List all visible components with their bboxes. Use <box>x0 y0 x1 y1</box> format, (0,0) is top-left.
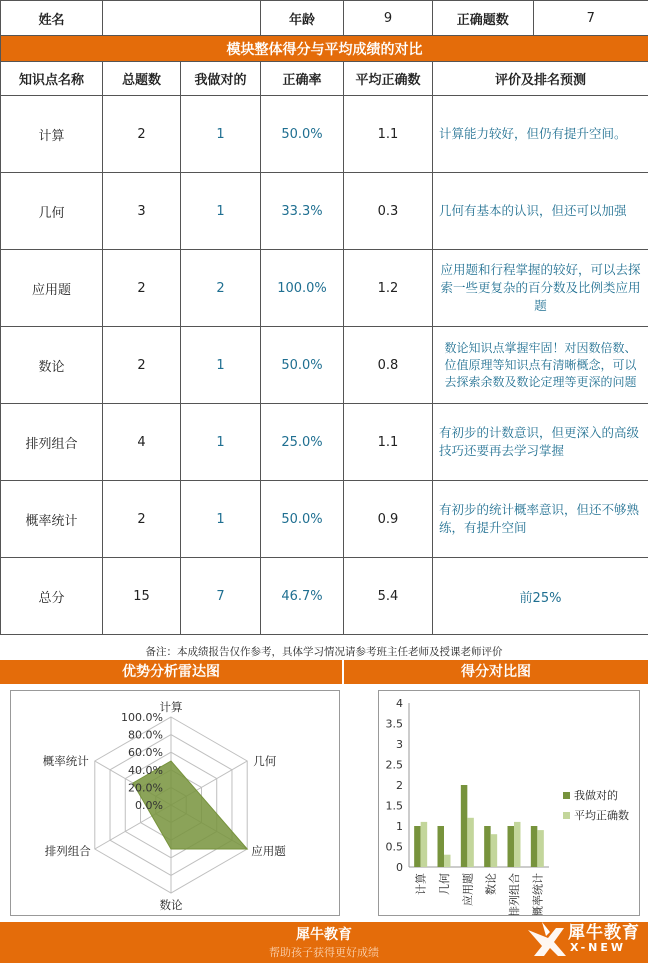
topic-rate: 25.0% <box>261 404 344 481</box>
topic-total: 2 <box>103 481 181 558</box>
y-tick-label: 2.5 <box>385 758 403 772</box>
bar <box>421 822 428 867</box>
col-header: 知识点名称 <box>1 62 103 96</box>
radar-axis-label: 应用题 <box>251 844 286 858</box>
rhino-logo-icon <box>524 916 568 960</box>
report-note: 备注：本成绩报告仅作参考，具体学习情况请参考班主任老师及授课老师评价 <box>145 646 503 658</box>
table-row <box>1 250 648 327</box>
x-tick-label: 几何 <box>438 873 451 895</box>
col-header: 我做对的 <box>181 62 261 96</box>
legend-label: 平均正确数 <box>574 809 629 822</box>
topic-avg: 1.1 <box>344 96 433 173</box>
y-tick-label: 0.5 <box>385 840 403 854</box>
footer-brand: 犀牛教育 <box>296 927 352 943</box>
topic-correct: 1 <box>181 96 261 173</box>
topic-total: 2 <box>103 96 181 173</box>
topic-eval: 计算能力较好，但仍有提升空间。 <box>433 96 648 173</box>
y-tick-label: 3.5 <box>385 717 403 731</box>
total-row <box>1 558 648 635</box>
total-correct: 7 <box>181 558 261 635</box>
col-header: 平均正确数 <box>344 62 433 96</box>
topic-name: 概率统计 <box>1 481 103 558</box>
total-total: 15 <box>103 558 181 635</box>
topic-correct: 1 <box>181 173 261 250</box>
radar-tick-label: 80.0% <box>128 728 163 742</box>
col-header: 正确率 <box>261 62 344 96</box>
topic-correct: 1 <box>181 327 261 404</box>
radar-panel <box>10 690 340 916</box>
topic-total: 4 <box>103 404 181 481</box>
bar <box>484 826 491 867</box>
topic-avg: 0.9 <box>344 481 433 558</box>
table-row <box>1 173 648 250</box>
radar-axis-label: 数论 <box>159 898 183 912</box>
x-tick-label: 概率统计 <box>531 873 545 915</box>
bar <box>491 834 498 867</box>
radar-axis-label: 几何 <box>253 754 277 768</box>
topic-eval: 有初步的计数意识，但更深入的高级技巧还要再去学习掌握 <box>433 404 648 481</box>
topic-total: 2 <box>103 327 181 404</box>
col-header: 总题数 <box>103 62 181 96</box>
footer-slogan: 帮助孩子获得更好成绩 <box>269 946 379 959</box>
radar-tick-label: 100.0% <box>121 711 163 724</box>
topic-rate: 50.0% <box>261 481 344 558</box>
bar <box>414 826 421 867</box>
table-row <box>1 481 648 558</box>
topic-avg: 0.3 <box>344 173 433 250</box>
radar-tick-label: 20.0% <box>128 781 163 795</box>
bar <box>438 826 445 867</box>
radar-axis-label: 概率统计 <box>42 754 89 768</box>
bar-chart-title: 得分对比图 <box>344 660 648 684</box>
bar <box>467 818 474 867</box>
student-info-row <box>1 1 648 36</box>
topic-eval: 应用题和行程掌握的较好，可以去探索一些更复杂的百分数及比例类应用题 <box>433 250 648 327</box>
radar-chart <box>11 691 339 915</box>
y-tick-label: 3 <box>396 738 403 751</box>
y-tick-label: 1 <box>396 820 403 833</box>
radar-axis-label: 计算 <box>159 700 183 714</box>
bar <box>444 855 451 867</box>
name-value <box>103 1 261 36</box>
correct-count-value: 7 <box>586 10 595 26</box>
correct-count-label: 正确题数 <box>433 1 533 35</box>
topic-name: 计算 <box>1 96 103 173</box>
column-header-row <box>1 62 648 96</box>
y-tick-label: 2 <box>396 779 403 792</box>
total-name: 总分 <box>1 558 103 635</box>
age-label: 年龄 <box>261 1 344 36</box>
topic-correct: 1 <box>181 481 261 558</box>
table-row <box>1 404 648 481</box>
topic-name: 几何 <box>1 173 103 250</box>
total-eval: 前25% <box>433 558 648 635</box>
bar-panel <box>378 690 640 916</box>
topic-rate: 100.0% <box>261 250 344 327</box>
x-tick-label: 数论 <box>484 873 498 895</box>
radar-title: 优势分析雷达图 <box>0 660 342 684</box>
topic-avg: 1.1 <box>344 404 433 481</box>
topic-avg: 1.2 <box>344 250 433 327</box>
topic-rate: 50.0% <box>261 327 344 404</box>
y-tick-label: 4 <box>396 697 403 710</box>
col-header: 评价及排名预测 <box>433 62 648 96</box>
topic-total: 2 <box>103 250 181 327</box>
legend-swatch <box>563 792 570 799</box>
legend-label: 我做对的 <box>574 789 618 802</box>
radar-tick-label: 0.0% <box>135 799 163 812</box>
radar-tick-label: 60.0% <box>128 746 163 760</box>
x-tick-label: 排列组合 <box>508 873 521 915</box>
bar-chart <box>379 691 639 915</box>
x-tick-label: 应用题 <box>461 873 475 906</box>
topic-name: 排列组合 <box>1 404 103 481</box>
topic-correct: 1 <box>181 404 261 481</box>
bar <box>537 830 544 867</box>
bar <box>531 826 538 867</box>
topic-name: 数论 <box>1 327 103 404</box>
total-rate: 46.7% <box>261 558 344 635</box>
name-label: 姓名 <box>1 1 103 36</box>
y-tick-label: 0 <box>396 861 403 874</box>
logo-text-en: X-NEW <box>570 941 627 954</box>
age-value: 9 <box>344 1 433 36</box>
logo-text-cn: 犀牛教育 <box>568 923 640 943</box>
bar <box>514 822 521 867</box>
brand-logo <box>524 914 644 960</box>
table-row <box>1 327 648 404</box>
topic-eval: 有初步的统计概率意识，但还不够熟练，有提升空间 <box>433 481 648 558</box>
table-title: 模块整体得分与平均成绩的对比 <box>1 36 648 62</box>
radar-tick-label: 40.0% <box>128 763 163 777</box>
topic-avg: 0.8 <box>344 327 433 404</box>
radar-axis-label: 排列组合 <box>44 844 91 858</box>
topic-name: 应用题 <box>1 250 103 327</box>
table-row <box>1 96 648 173</box>
topic-rate: 50.0% <box>261 96 344 173</box>
topic-eval: 数论知识点掌握牢固！对因数倍数、位值原理等知识点有清晰概念，可以去探索余数及数论定理等更深的问题 <box>433 327 648 404</box>
bar <box>461 785 468 867</box>
topic-total: 3 <box>103 173 181 250</box>
y-tick-label: 1.5 <box>385 799 403 813</box>
bar <box>508 826 515 867</box>
x-tick-label: 计算 <box>414 873 428 895</box>
legend-swatch <box>563 812 570 819</box>
topic-eval: 几何有基本的认识，但还可以加强 <box>433 173 648 250</box>
topic-correct: 2 <box>181 250 261 327</box>
total-avg: 5.4 <box>344 558 433 635</box>
topic-rate: 33.3% <box>261 173 344 250</box>
